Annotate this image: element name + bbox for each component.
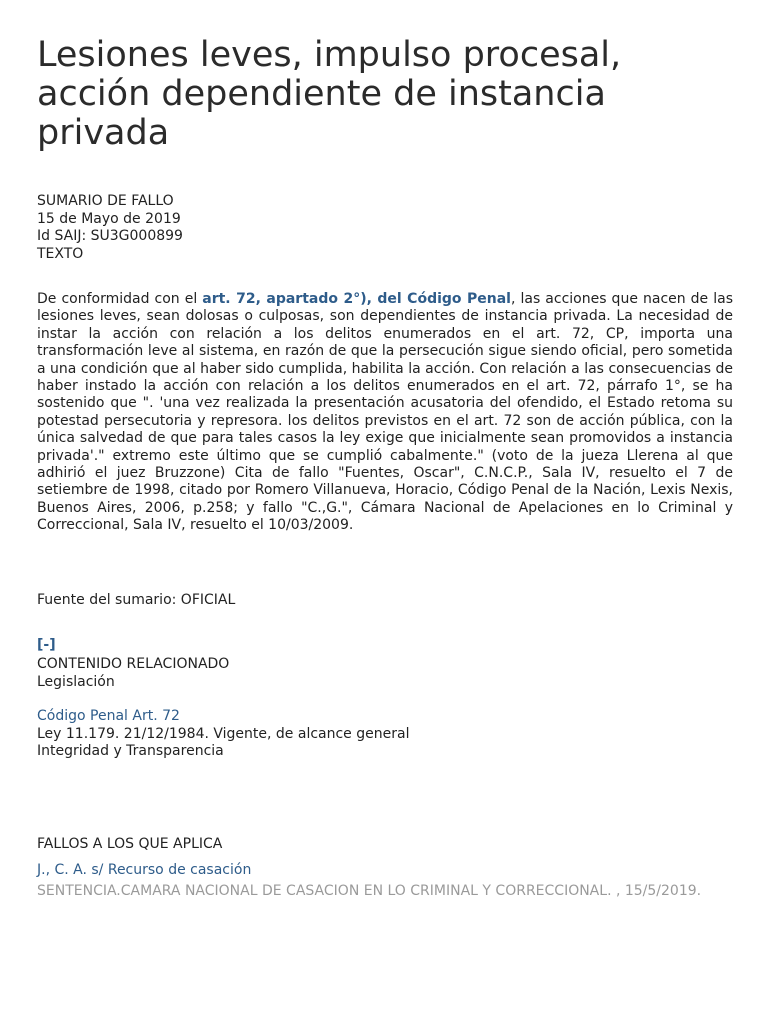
related-content bbox=[37, 656, 229, 691]
doc-id: Id SAIJ: SU3G000899 bbox=[37, 228, 183, 244]
law-entry bbox=[37, 708, 409, 761]
case-description: SENTENCIA.CAMARA NACIONAL DE CASACION EN LO CRIMINAL Y CORRECCIONAL. , 15/5/2019. bbox=[37, 883, 702, 899]
summary-rest: , las acciones que nacen de las lesiones leves, sean dolosas o culposas, son dependientes de instancia privada. La necesidad de instar la acción con relación a los delitos enumerados en el art. 72, CP, importa una transformación leve al sistema, en razón de que la persecución sigue siendo oficial, pero sometida a una condición que al haber sido cumplida, habilita la acción. Con relación a las consecuencias de haber instado la acción con relación a los delitos enumerados en el art. 72, párrafo 1°, se ha sostenido que ". 'una vez realizada la presentación acusatoria del ofendido, el Estado retoma su potestad persecutoria y represora. los delitos previstos en el art. 72 son de acción pública, con la única salvedad de que para tales casos la ley exige que inicialmente sean promovidos a instancia privada'." extremo este último que se cumplió cabalmente." (voto de la jueza Llerena al que adhirió el juez Bruzzone) Cita de fallo "Fuentes, Oscar", C.N.C.P., Sala IV, resuelto el 7 de setiembre de 1998, citado por Romero Villanueva, Horacio, Código Penal de la Nación, Lexis Nexis, Buenos Aires, 2006, p.258; y fallo "C.,G.", Cámara Nacional de Apelaciones en lo Criminal y Correccional, Sala IV, resuelto el 10/03/2009. bbox=[37, 291, 733, 534]
fallos-section bbox=[37, 836, 733, 901]
summary-intro: De conformidad con el bbox=[37, 291, 203, 307]
law-tag: Integridad y Transparencia bbox=[37, 743, 224, 759]
doc-date: 15 de Mayo de 2019 bbox=[37, 210, 181, 227]
collapse-toggle[interactable]: [-] bbox=[37, 637, 56, 653]
section-label: TEXTO bbox=[37, 245, 84, 262]
related-subheading: Legislación bbox=[37, 673, 115, 690]
summary-text bbox=[37, 291, 733, 535]
related-heading: CONTENIDO RELACIONADO bbox=[37, 656, 230, 672]
law-link[interactable]: Código Penal Art. 72 bbox=[37, 708, 180, 724]
law-detail: Ley 11.179. 21/12/1984. Vigente, de alcance general bbox=[37, 725, 410, 742]
doc-type: SUMARIO DE FALLO bbox=[37, 193, 174, 209]
page-title: Lesiones leves, impulso procesal, acción dependiente de instancia privada bbox=[37, 35, 622, 153]
meta-block bbox=[37, 193, 183, 263]
codigo-penal-link[interactable]: art. 72, apartado 2°), del Código Penal bbox=[202, 291, 511, 307]
case-link[interactable]: J., C. A. s/ Recurso de casación bbox=[37, 861, 252, 878]
source-label: Fuente del sumario: OFICIAL bbox=[37, 592, 236, 608]
fallos-heading: FALLOS A LOS QUE APLICA bbox=[37, 836, 223, 852]
